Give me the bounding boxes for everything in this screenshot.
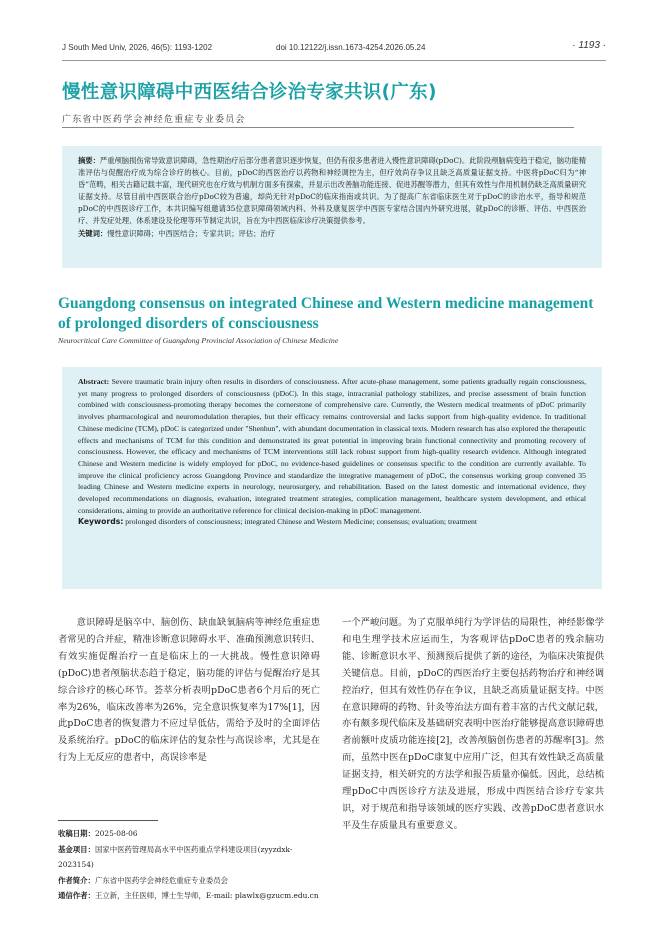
footnote-fund-label: 基金项目： [58, 844, 95, 854]
footnote-fund [58, 842, 320, 873]
footnote-corresponding-value: 王立新，主任医师，博士生导师，E-mail: plawlx@gzucm.edu.cn [94, 891, 319, 901]
footnote-authors [58, 873, 320, 889]
chinese-keywords [78, 228, 586, 240]
chinese-abstract-label: 摘要： [78, 156, 100, 165]
english-keywords [78, 516, 586, 528]
chinese-keywords-text: 慢性意识障碍；中西医结合；专家共识；评估；治疗 [107, 228, 276, 238]
running-header [62, 40, 606, 56]
chinese-title: 慢性意识障碍中西医结合诊治专家共识(广东) [62, 82, 437, 103]
footnote-received [58, 826, 320, 842]
english-keywords-label: Keywords: [78, 517, 124, 527]
doi-text: doi 10.12122/j.issn.1673-4254.2026.05.24 [276, 43, 426, 52]
body-paragraph: 一个严峻问题。为了克服单纯行为学评估的局限性，神经影像学和电生理学技术应运而生，为客观评估pDoC患者的残余脑功能、诊断意识水平、预测预后提供了新的途径，为临床决策提供关键信息。目前，pDoC的西医治疗主要包括药物治疗和神经调控治疗，但其有效性仍存在争议，且缺乏高质量证据支持。中医在意识障碍的药物、针灸等治法方面有着丰富的古代文献记载，亦有颇多现代临床及基础研究表明中医治疗能够提高意识障碍患者前额叶皮质功能连接[2]，改善颅脑创伤患者的苏醒率[3]。然而，虽然中医在pDoC康复中应用广泛，但其有效性缺乏高质量证据支持，相关研究的方法学和报告质量亦偏低。因此，总结梳理pDoC中西医诊疗方法及进展，形成中西医结合诊疗专家共识，对于规范和指导该领域的医疗实践、改善pDoC患者意识水平及生存质量具有重要意义。 [342, 617, 604, 831]
footnote-received-value: 2025-08-06 [94, 829, 138, 838]
english-abstract [78, 376, 586, 516]
chinese-keywords-label: 关键词： [78, 228, 108, 238]
footnote-authors-label: 作者简介： [58, 875, 95, 885]
footnote-divider [58, 820, 158, 821]
english-title: Guangdong consensus on integrated Chinese and Western medicine management of prolonged disorders of consciousness [58, 295, 594, 332]
body-paragraph: 意识障碍是脑卒中、脑创伤、缺血缺氧脑病等神经危重症患者常见的合并症，精准诊断意识障碍水平、准确预测意识转归、有效实施促醒治疗一直是临床上的一大挑战。慢性意识障碍(pDoC)患者颅脑状态趋于稳定，脑功能的评估与促醒治疗是其综合诊疗的核心环节。荟萃分析表明pDoC患者6个月后的死亡率为26%，临床改善率为26%，完全意识恢复率为17%[1]，因此pDoC患者的恢复潜力不应过早低估，需给予及时的全面评估及系统治疗。pDoC的临床评估的复杂性与高误诊率，尤其是在行为上无反应的患者中，高误诊率是 [58, 617, 320, 764]
english-author: Neurocritical Care Committee of Guangdong Provincial Association of Chinese Medicine [58, 336, 339, 345]
footnote-authors-value: 广东省中医药学会神经危重症专业委员会 [94, 875, 229, 885]
body-column-right [342, 615, 604, 835]
english-abstract-box [62, 367, 602, 589]
english-keywords-text: prolonged disorders of consciousness; integrated Chinese and Western Medicine; consensus; evaluation; treatment [125, 517, 478, 527]
english-abstract-label: Abstract: [78, 377, 110, 386]
chinese-abstract [78, 155, 586, 228]
chinese-abstract-box [62, 146, 602, 268]
footnote-corresponding [58, 888, 320, 904]
journal-citation: J South Med Univ, 2026, 46(5): 1193-1202 [62, 43, 213, 52]
header-divider [62, 60, 606, 61]
chinese-abstract-text: 严重颅脑损伤常导致意识障碍，急性期治疗后部分患者意识逐步恢复，但仍有很多患者进入慢性意识障碍(pDoC)。此阶段颅脑病变趋于稳定，脑功能精准评估与促醒治疗成为综合诊疗的核心。目前，pDoC的西医治疗以药物和神经调控为主，但疗效尚存争议且缺乏高质量证据支持。中医将pDoC归为“神昏”范畴，相关古籍记载丰富，现代研究也在疗效与机制方面多有探索，并显示出改善脑功能连接、促进苏醒等潜力，但其有效性与作用机制仍缺乏高质量研究证据支持。尽管目前中西医联合治疗pDoC较为普遍，却尚无针对pDoC的临床指南或共识。为了提高广东省临床医生对于pDoC的诊治水平，指导和规范pDoC的中西医诊疗工作，本共识编写组邀请35位意识障碍领域内科、外科及康复医学中西医专家结合国内外研究进展，就pDoC的诊断、评估、中西医治疗、并发症处理、体系建设及伦理等环节制定共识，旨在为中西医临床诊疗决策提供参考。 [78, 156, 587, 226]
chinese-author: 广东省中医药学会神经危重症专业委员会 [62, 115, 246, 125]
author-divider [62, 127, 574, 128]
footnote [58, 826, 320, 904]
page-number: · 1193 · [572, 40, 606, 51]
footnote-received-label: 收稿日期： [58, 829, 95, 838]
footnote-corresponding-label: 通信作者： [58, 891, 95, 901]
english-abstract-text: Severe traumatic brain injury often results in disorders of consciousness. After acute-phase management, some patients gradually regain consciousness, yet many progress to prolonged disorders of consciousness (pDoC). In this stage, intracranial pathology stabilizes, and precise assessment of brain function combined with consciousness-promoting therapy becomes the cornerstone of comprehensive care. Currently, the Western medical treatments of pDoC primarily involves pharmacological and neuromodulation therapies, but their efficacy remains controversial and lacks support from high-quality evidence. In traditional Chinese medicine (TCM), pDoC is categorized under "Shenhun", with abundant documentation in classical texts. Modern research has also explored the therapeutic effects and mechanisms of TCM for this condition and demonstrated its great potential in improving brain functional connectivity and promoting recovery of consciousness. However, the efficacy and mechanisms of TCM interventions still lack robust support from high-quality research evidence. Although integrated Chinese and Western medicine is widely employed for pDoC, no evidence-based guidelines or consensus specific to the condition are currently available. To improve the clinical proficiency across Guangdong Province and standardize the integrative management of pDoC, the consensus working group convened 35 leading Chinese and Western medicine experts in neurology, neurosurgery, and rehabilitation. Based on the latest domestic and international evidence, they developed recommendations on diagnosis, evaluation, integrated treatment strategies, complication management, healthcare system development, and ethical considerations, aiming to provide an authoritative reference for clinical decision-making in pDoC management. [78, 377, 587, 515]
footnote-fund-value: 国家中医药管理局高水平中医药重点学科建设项目(zyyzdxk-2023154) [58, 844, 293, 870]
body-column-left [58, 615, 320, 767]
